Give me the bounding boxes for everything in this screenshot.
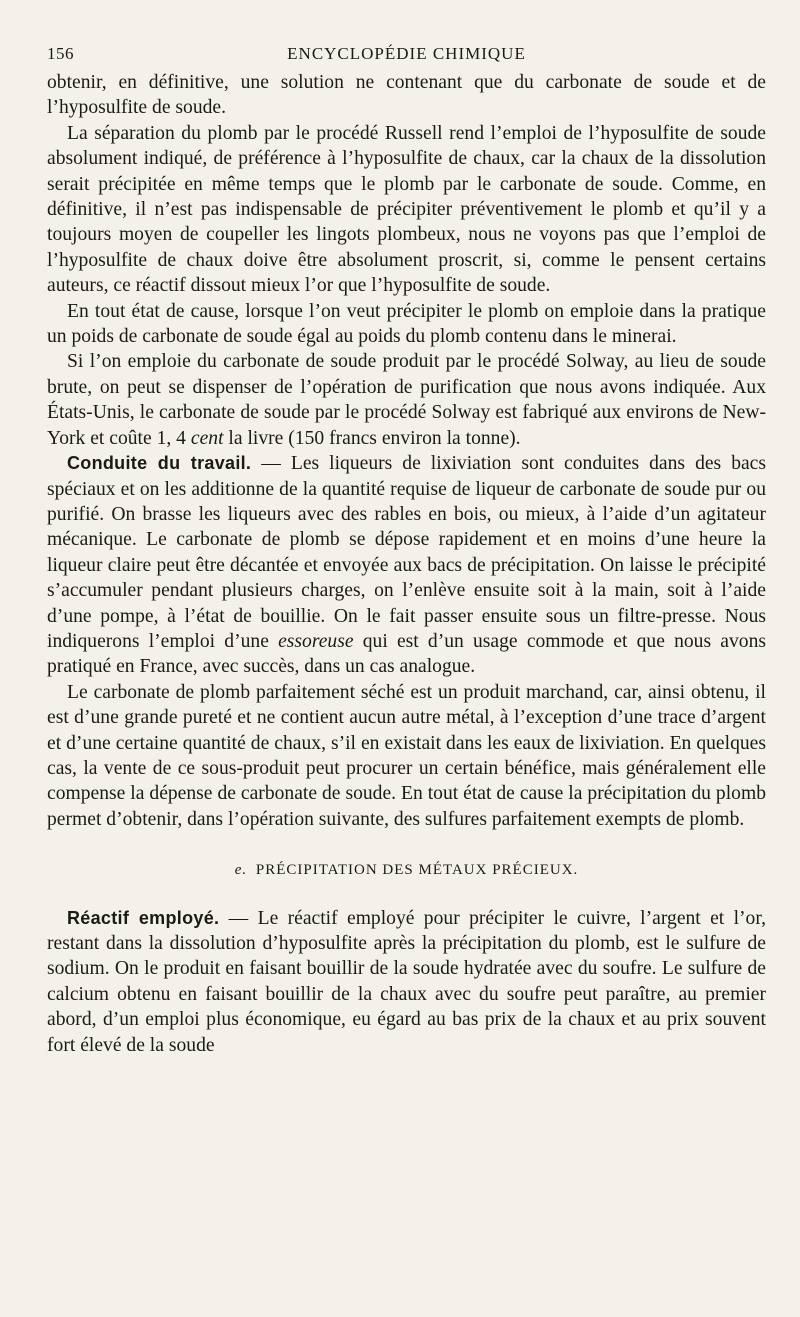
subsection-title: PRÉCIPITATION DES MÉTAUX PRÉCIEUX. — [255, 862, 579, 879]
paragraph-russell-process: La séparation du plomb par le procédé Russell rend l’emploi de l’hyposulfite de soude absolument indiqué, de préférence à l’hyposulfite de chaux, car la chaux de la dissolution serait précipitée en même temps que le plomb par le carbonate de soude. Comme, en définitive, il n’est pas indispensable de précipiter préventivement le plomb et qu’il y a toujours moyen de coupeller les lingots plombeux, nous ne voyons pas que l’emploi de l’hyposulfite de chaux doive être absolument proscrit, si, comme le pensent certains auteurs, ce réactif dissout mieux l’or que l’hyposulfite de soude. — [47, 122, 766, 297]
page-number: 156 — [47, 44, 74, 63]
paragraph-solway-process — [47, 349, 766, 451]
paragraph-text: la livre (150 francs environ la tonne). — [223, 427, 521, 449]
running-head: ENCYCLOPÉDIE CHIMIQUE — [287, 44, 526, 63]
paragraph-text: Si l’on emploie du carbonate de soude produit par le procédé Solway, au lieu de soude brute, on peut se dispenser de l’opération de purification que nous avons indiquée. Aux États-Unis, le carbonate de soude par le procédé Solway est fabriqué aux environs de New-York et coûte 1, 4 — [47, 351, 766, 449]
italic-term: cent — [190, 427, 224, 449]
paragraph-text: — Le réactif employé pour précipiter le cuivre, l’argent et l’or, restant dans la dissolution d’hyposulfite après la précipitation du plomb, est le sulfure de sodium. On le produit en faisant bouillir de la soude hydratée avec du soufre. Le sulfure de calcium obtenu en faisant bouillir de la chaux avec du soufre peut paraître, au premier abord, d’un emploi plus économique, eu égard au bas prix de la chaux et au prix souvent fort élevé de la soude — [47, 907, 766, 1056]
page-header — [47, 40, 766, 70]
paragraph-lead-precipitation: En tout état de cause, lorsque l’on veut précipiter le plomb on emploie dans la pratique un poids de carbonate de soude égal au poids du plomb contenu dans le minerai. — [47, 300, 766, 348]
paragraph-text: qui est d’un usage commode et que nous avons pratiqué en France, avec succès, dans un cas analogue. — [47, 630, 766, 678]
section-reactif-employe — [47, 906, 766, 1058]
section-heading: Conduite du travail. — [67, 453, 252, 474]
paragraph-continued: obtenir, en définitive, une solution ne contenant que du carbonate de soude et de l’hyposulfite de soude. — [47, 72, 766, 119]
italic-term: essoreuse — [278, 630, 354, 652]
body-text — [47, 70, 766, 1058]
paragraph-text: — Les liqueurs de lixiviation sont conduites dans des bacs spéciaux et on les additionne de la quantité requise de liqueur de carbonate de soude pur ou purifié. On brasse les liqueurs avec des rables en bois, ou mieux, à l’aide d’un agitateur mécanique. Le carbonate de plomb se dépose rapidement et en moins d’une heure la liqueur claire peut être décantée et envoyée aux bacs de précipitation. On laisse le précipité s’accumuler pendant plusieurs charges, on l’enlève ensuite soit à la main, soit à l’aide d’une pompe, à l’état de bouillie. On le fait passer ensuite sous un filtre-presse. Nous indiquerons l’emploi d’une — [47, 453, 767, 652]
section-conduite-du-travail — [47, 451, 766, 680]
section-heading: Réactif employé. — [67, 907, 220, 928]
subsection-letter: e. — [234, 862, 248, 879]
paragraph-lead-carbonate: Le carbonate de plomb parfaitement séché est un produit marchand, car, ainsi obtenu, il est d’une grande pureté et ne contient aucun autre métal, à l’exception d’une trace d’argent et d’une certaine quantité de chaux, s’il en existait dans les eaux de lixiviation. En quelques cas, la vente de ce sous-produit peut procurer un certain bénéfice, mais généralement elle compense la dépense de carbonate de soude. En tout état de cause la précipitation du plomb permet d’obtenir, dans l’opération suivante, des sulfures parfaitement exempts de plomb. — [47, 681, 766, 830]
subsection-heading — [47, 858, 766, 883]
